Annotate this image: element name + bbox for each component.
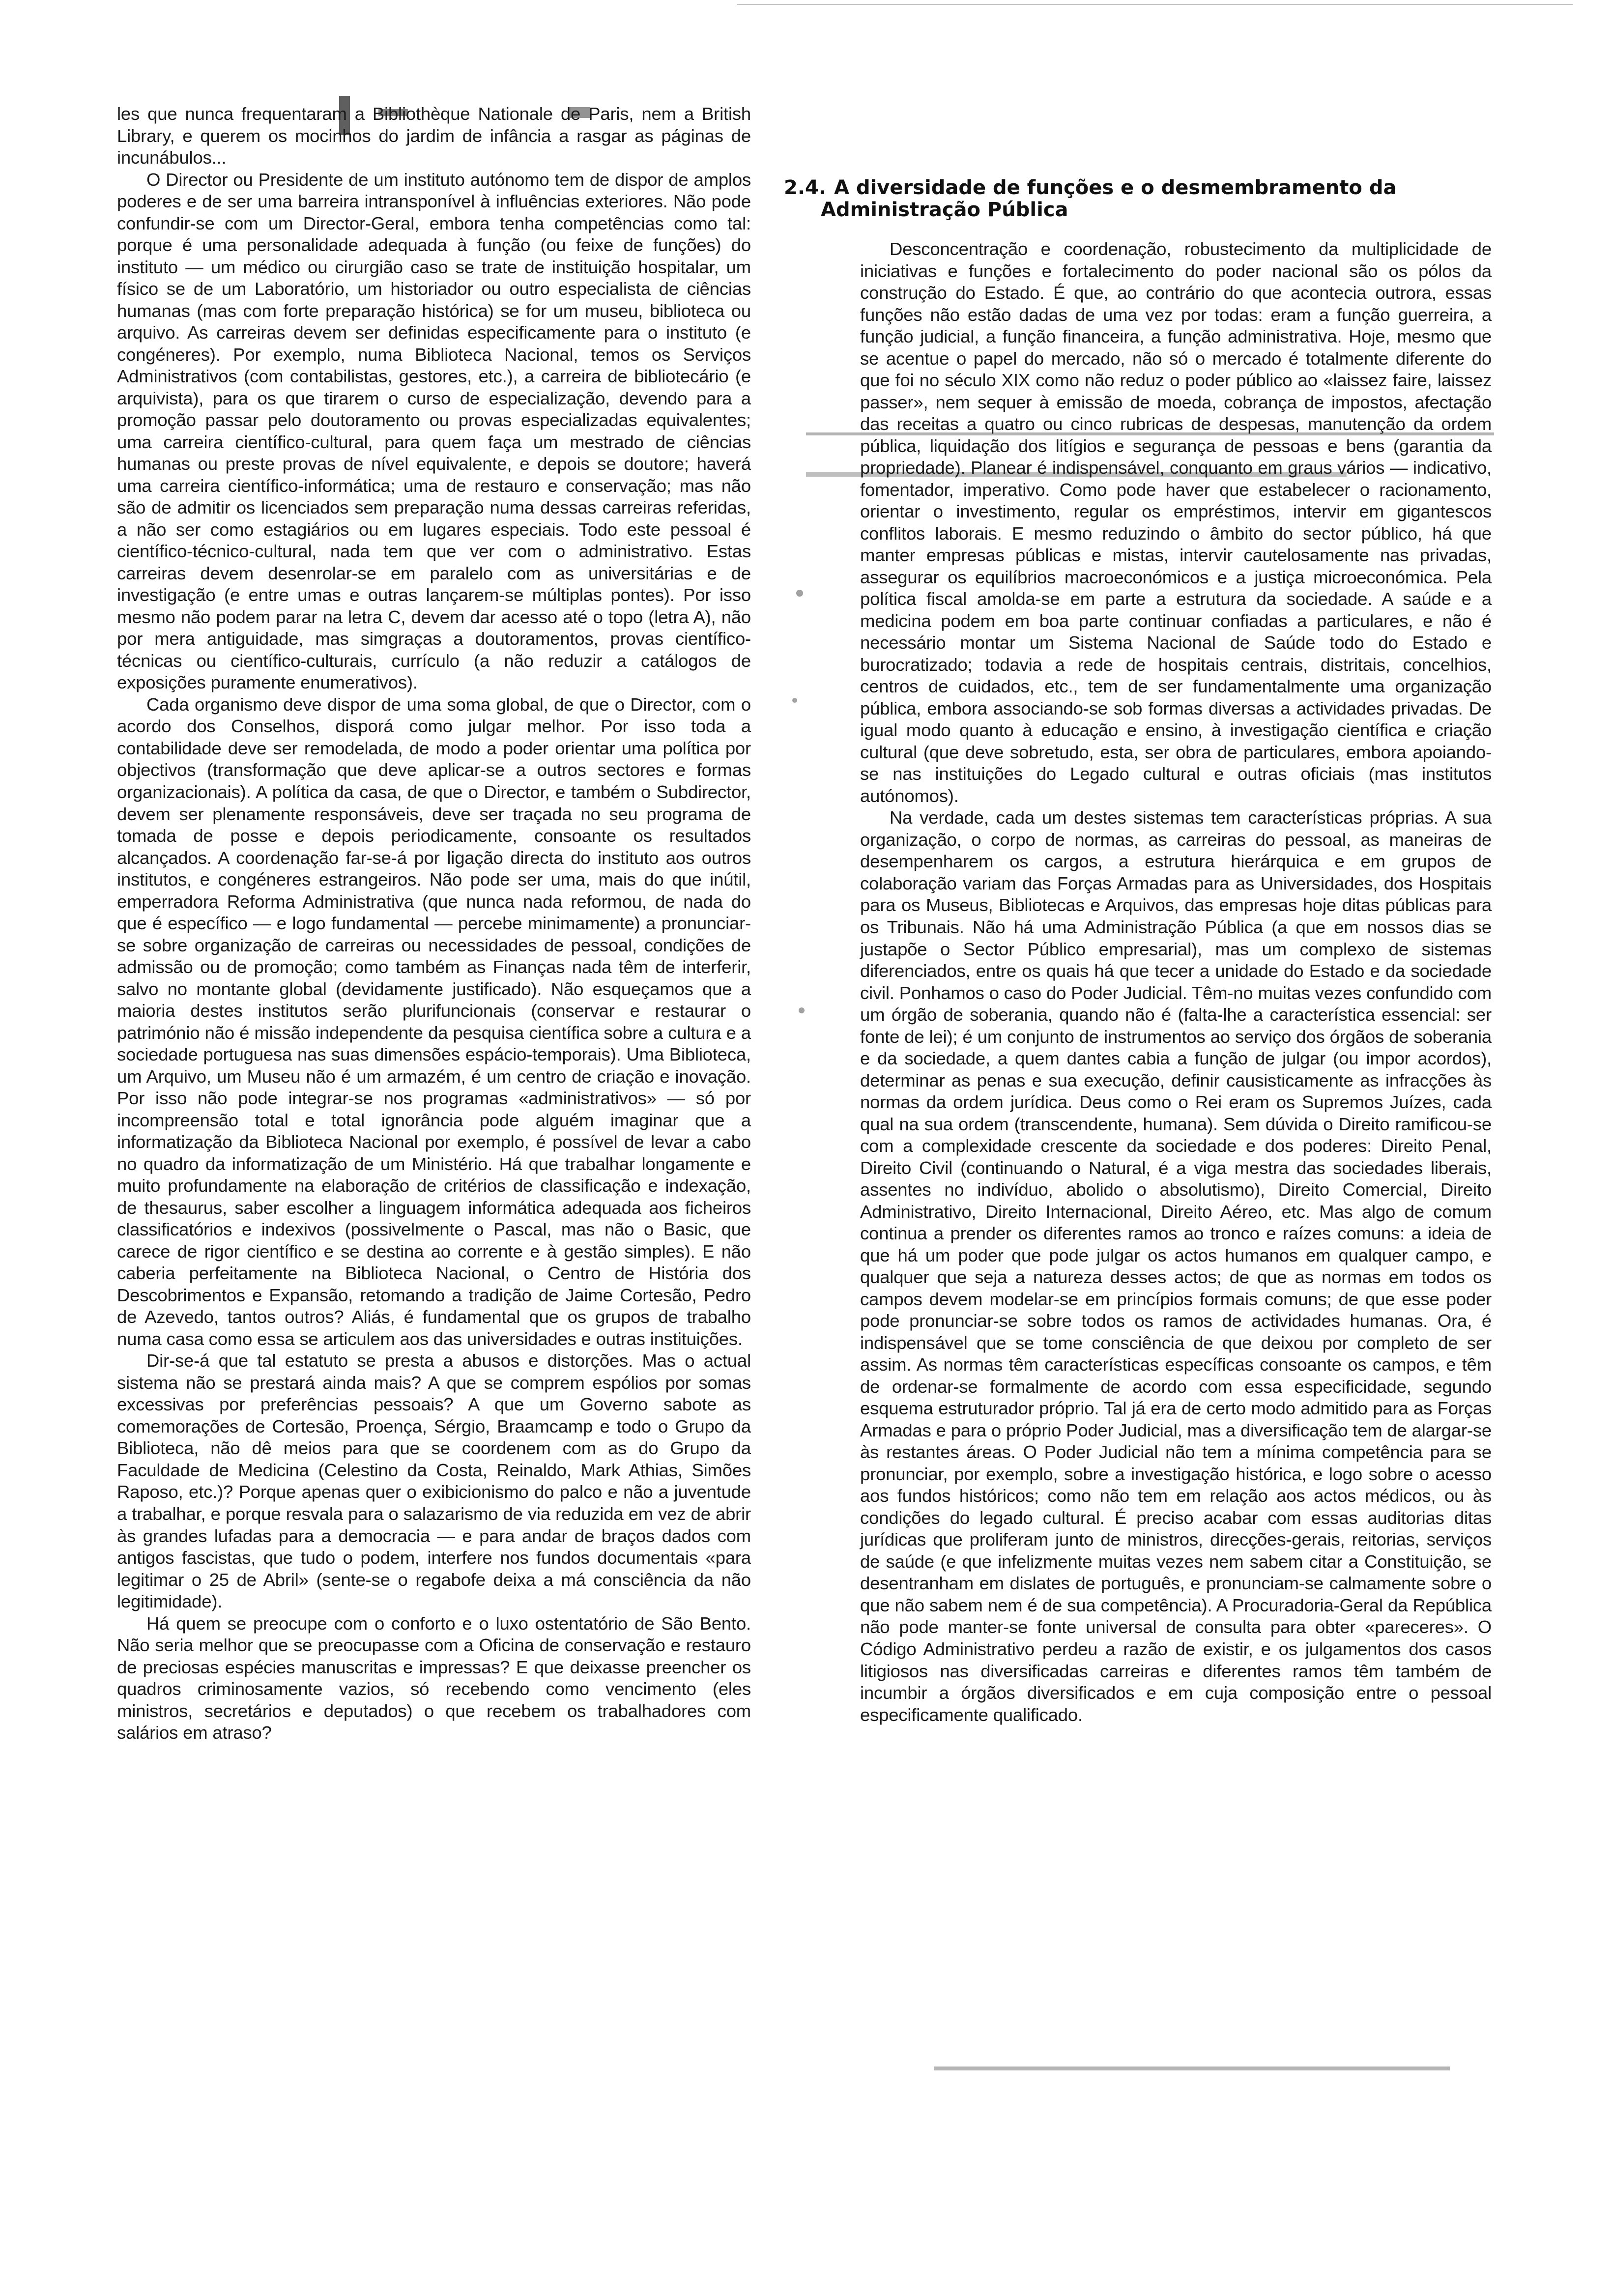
left-text-column: [117, 103, 751, 1744]
right-paragraph-2: Na verdade, cada um destes sistemas tem características próprias. A sua organização, o corpo de normas, as carreiras do pessoal, as maneiras de desempenharem os cargos, a estrutura hierárquica e em grupos de colaboração variam das Forças Armadas para as Universidades, dos Hospitais para os Museus, Bibliotecas e Arquivos, das empresas hoje ditas públicas para os Tribunais. Não há uma Administração Pública (a que em nossos dias se justapõe o Sector Público empresarial), mas um complexo de sistemas diferenciados, entre os quais há que tecer a unidade do Estado e da sociedade civil. Ponhamos o caso do Poder Judicial. Têm-no muitas vezes confundido com um órgão de soberania, quando não é (falta-lhe a característica essencial: ser fonte de lei); é um conjunto de instrumentos ao serviço dos órgãos de soberania e da sociedade, a quem dantes cabia a função de julgar (ou impor acordos), determinar as penas e sua execução, definir causisticamente as infracções às normas da ordem jurídica. Deus como o Rei eram os Supremos Juízes, cada qual na sua ordem (transcendente, humana). Sem dúvida o Direito ramificou-se com a complexidade crescente da sociedade e dos poderes: Direito Penal, Direito Civil (continuando o Natural, é a viga mestra das sociedades liberais, assentes no indivíduo, abolido o absolutismo), Direito Comercial, Direito Administrativo, Direito Internacional, Direito Aéreo, etc. Mas algo de comum continua a prender os diferentes ramos ao tronco e raízes comuns: a ideia de que há um poder que pode julgar os actos humanos em qualquer campo, e qualquer que seja a natureza desses actos; de que as normas em todos os campos devem modelar-se em princípios formais comuns; de que esse poder pode pronunciar-se sobre todos os ramos de actividades humanas. Ora, é indispensável que se tome consciência de que deixou por completo de ser assim. As normas têm características específicas consoante os campos, e têm de ordenar-se formalmente de acordo com essa especificidade, segundo esquema estruturador próprio. Tal já era de certo modo admitido para as Forças Armadas e para o próprio Poder Judicial, mas a diversificação tem de alargar-se às restantes áreas. O Poder Judicial não tem a mínima competência para se pronunciar, por exemplo, sobre a investigação histórica, e logo sobre o acesso aos fundos históricos; como não tem em relação aos actos médicos, ou às condições do legado cultural. É preciso acabar com essas auditorias ditas jurídicas que proliferam junto de ministros, direcções-gerais, reitorias, serviços de saúde (e que infelizmente muitas vezes nem sabem citar a Constituição, se desentranham em dislates de português, e pronunciam-se calmamente sobre o que não sabem nem é de sua competência). A Procuradoria-Geral da República não pode manter-se fonte universal de consulta para obter «pareceres». O Código Administrativo perdeu a razão de existir, e os julgamentos dos casos litigiosos nas diversificadas carreiras e diferentes ramos têm também de incumbir a órgãos diversificados e em cuja composição entre o pessoal especificamente qualificado.: [860, 807, 1492, 1725]
left-paragraph-1: les que nunca frequentaram a Bibliothèque Nationale de Paris, nem a British Library, e querem os mocinhos do jardim de infância a rasgar as páginas de incunábulos...: [117, 104, 751, 168]
scan-speck: [792, 698, 797, 703]
section-title-line-2: Administração Pública: [821, 198, 1068, 221]
left-paragraph-5: Há quem se preocupe com o conforto e o luxo ostentatório de São Bento. Não seria melhor que se preocupasse com a Oficina de conservação e restauro de preciosas espécies manuscritas e impressas? E que deixasse preencher os quadros criminosamente vazios, só recebendo como vencimento (eles ministros, secretários e deputados) o que recebem os trabalhadores com salários em atraso?: [117, 1613, 751, 1743]
scan-border-line: [737, 4, 1573, 5]
right-paragraph-1: Desconcentração e coordenação, robustecimento da multiplicidade de iniciativas e funções e fortalecimento do poder nacional são os pólos da construção do Estado. É que, ao contrário do que acontecia outrora, essas funções não estão dadas de uma vez por todas: eram a função guerreira, a função judicial, a função financeira, a função administrativa. Hoje, mesmo que se acentue o papel do mercado, não só o mercado é totalmente diferente do que foi no século XIX como não reduz o poder público ao «laissez faire, laissez passer», nem sequer à emissão de moeda, cobrança de impostos, afectação das receitas a quatro ou cinco rubricas de despesas, manutenção da ordem pública, liquidação dos litígios e segurança de pessoas e bens (garantia da propriedade). Planear é indispensável, conquanto em graus vários — indicativo, fomentador, imperativo. Como pode haver que estabelecer o racionamento, orientar o investimento, regular os empréstimos, intervir em gigantescos conflitos laborais. E mesmo reduzindo o âmbito do sector público, há que manter empresas públicas e mistas, intervir cautelosamente nas privadas, assegurar os equilíbrios macroeconómicos e a justiça microeconómica. Pela política fiscal amolda-se em parte a estrutura da sociedade. A saúde e a medicina podem em boa parte continuar confiadas a particulares, e não é necessário montar um Sistema Nacional de Saúde todo do Estado e burocratizado; todavia a rede de hospitais centrais, distritais, concelhios, centros de cuidados, etc., tem de ser fundamentalmente uma organização pública, embora associando-se sob formas diversas a actividades privadas. De igual modo quanto à educação e ensino, à investigação científica e criação cultural (que deve sobretudo, esta, ser obra de particulares, embora apoiando-se nas instituições do Legado cultural e outras oficiais (mas institutos autónomos).: [860, 239, 1492, 806]
right-text-column: [860, 238, 1492, 1726]
left-paragraph-4: Dir-se-á que tal estatuto se presta a abusos e distorções. Mas o actual sistema não se prestará ainda mais? A que se comprem espólios por somas excessivas por preferências pessoais? A que um Governo sabote as comemorações de Cortesão, Proença, Sérgio, Braamcamp e todo o Grupo da Biblioteca, não dê meios para que se coordenem com as do Grupo da Faculdade de Medicina (Celestino da Costa, Reinaldo, Mark Athias, Simões Raposo, etc.)? Porque apenas quer o exibicionismo do palco e não a juventude a trabalhar, e porque resvala para o salazarismo de via reduzida em vez de abrir às grandes lufadas para a democracia — e para andar de braços dados com antigos fascistas, que tudo o podem, interfere nos fundos documentais «para legitimar o 25 de Abril» (sente-se o regabofe deixa a má consciência da não legitimidade).: [117, 1350, 751, 1612]
left-paragraph-3: Cada organismo deve dispor de uma soma global, de que o Director, com o acordo dos Conselhos, disporá como julgar melhor. Por isso toda a contabilidade deve ser remodelada, de modo a poder orientar uma política por objectivos (transformação que deve aplicar-se a outros sectores e formas organizacionais). A política da casa, de que o Director, e também o Subdirector, devem ser plenamente responsáveis, deve ser traçada no seu programa de tomada de posse e depois periodicamente, consoante os resultados alcançados. A coordenação far-se-á por ligação directa do instituto aos outros institutos, e congéneres estrangeiros. Não pode ser uma, mais do que inútil, emperradora Reforma Administrativa (que nunca nada reformou, de nada do que é específico — e logo fundamental — percebe minimamente) a pronunciar-se sobre organização de carreiras ou necessidades de pessoal, condições de admissão ou de promoção; como também as Finanças nada têm de interferir, salvo no montante global (devidamente justificado). Não esqueçamos que a maioria destes institutos serão plurifuncionais (conservar e restaurar o património não é missão independente da pesquisa científica sobre a cultura e a sociedade portuguesa nas suas dimensões espácio-temporais). Uma Biblioteca, um Arquivo, um Museu não é um armazém, é um centro de criação e inovação. Por isso não pode integrar-se nos programas «administrativos» — só por incompreensão total e total ignorância pode alguém imaginar que a informatização da Biblioteca Nacional por exemplo, é possível de levar a cabo no quadro da informatização de um Ministério. Há que trabalhar longamente e muito profundamente na elaboração de critérios de classificação e indexação, de thesaurus, saber escolher a linguagem informática adequada aos ficheiros classificatórios e indexivos (possivelmente o Pascal, mas não o Basic, que carece de rigor científico e se destina ao corrente e à gestão simples). E não caberia perfeitamente na Biblioteca Nacional, o Centro de História dos Descobrimentos e Expansão, retomando a tradição de Jaime Cortesão, Pedro de Azevedo, tantos outros? Aliás, é fundamental que os grupos de trabalho numa casa como essa se articulem aos das universidades e outras instituições.: [117, 694, 751, 1349]
section-heading: [784, 177, 1492, 221]
section-number: 2.4.: [784, 176, 827, 199]
left-paragraph-2: O Director ou Presidente de um instituto autónomo tem de dispor de amplos poderes e de ser uma barreira intransponível à influências exteriores. Não pode confundir-se com um Director-Geral, embora tenha competências como tal: porque é uma personalidade adequada à função (ou feixe de funções) do instituto — um médico ou cirurgião caso se trate de instituição hospitalar, um físico se de um Laboratório, um historiador ou outro especialista de ciências humanas (mas com forte preparação histórica) se for um museu, biblioteca ou arquivo. As carreiras devem ser definidas especificamente para o instituto (e congéneres). Por exemplo, numa Biblioteca Nacional, temos os Serviços Administrativos (com contabilistas, gestores, etc.), a carreira de bibliotecário (e arquivista), para os que tirarem o curso de especialização, devendo para a promoção passar pelo doutoramento ou provas especializadas equivalentes; uma carreira científico-cultural, para quem faça um mestrado de ciências humanas ou preste provas de nível equivalente, e depois se doutore; haverá uma carreira científico-informática; uma de restauro e conservação; mas não são de admitir os licenciados sem preparação numa dessas carreiras referidas, a não ser como estagiários ou em lugares especiais. Todo este pessoal é científico-técnico-cultural, nada tem que ver com o administrativo. Estas carreiras devem desenrolar-se em paralelo com as universitárias e de investigação (e entre umas e outras lançarem-se múltiplas pontes). Por isso mesmo não podem parar na letra C, devem dar acesso até o topo (letra A), não por mera antiguidade, mas simgraças a doutoramentos, provas científico-técnicas ou científico-culturais, currículo (a não reduzir a catálogos de exposições puramente enumerativos).: [117, 169, 751, 693]
scan-speck: [796, 590, 803, 597]
scan-speck: [799, 1007, 805, 1013]
scan-smudge-mark: [934, 2066, 1450, 2070]
section-title-line-1: A diversidade de funções e o desmembramento da: [834, 176, 1397, 199]
